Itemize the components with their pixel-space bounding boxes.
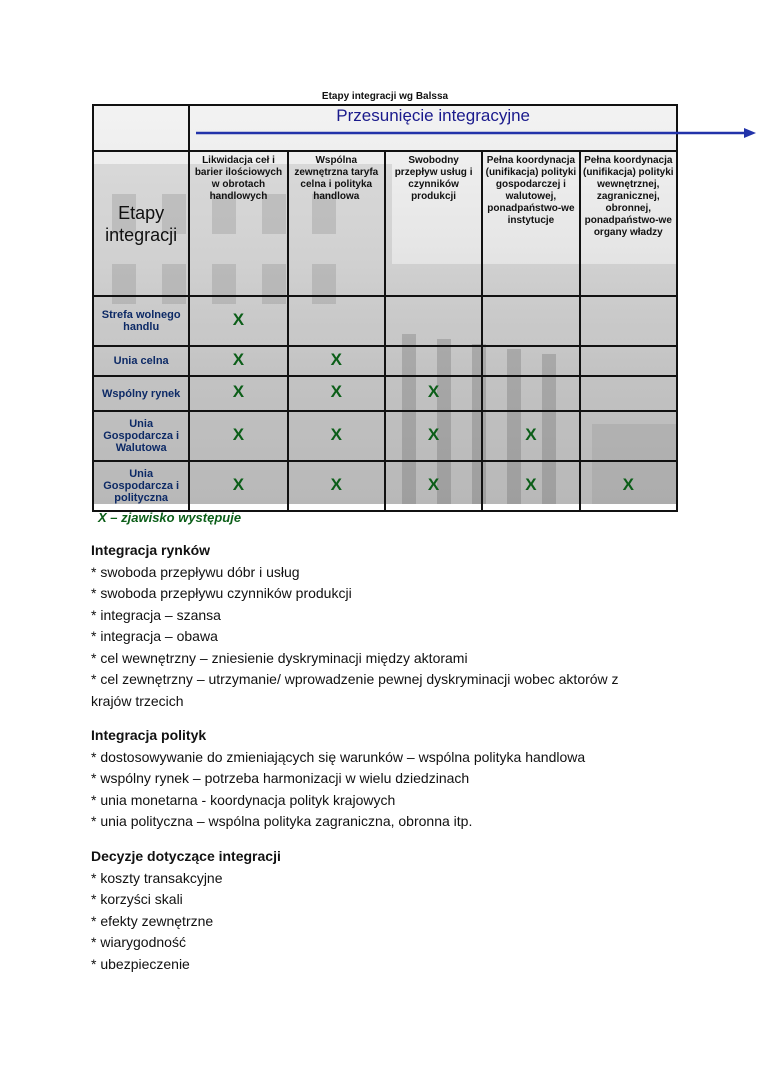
figure-title: Etapy integracji wg Balssa <box>321 91 449 102</box>
list-item: * ubezpieczenie <box>91 955 190 972</box>
mark: X <box>232 309 245 329</box>
table-legend: X – zjawisko występuje <box>98 510 242 525</box>
stages-corner-label: Etapy integracji <box>93 151 189 296</box>
section-market-integration <box>91 540 651 712</box>
mark-cell <box>189 376 287 411</box>
mark-cell <box>189 411 287 461</box>
list-item: * korzyści skali <box>91 891 183 907</box>
mark-cell <box>288 346 385 376</box>
mark-cell <box>482 346 579 376</box>
mark-cell <box>580 346 677 376</box>
list-item: * unia monetarna - koordynacja polityk krajowych <box>91 791 396 808</box>
list-item: * swoboda przepływu czynników produkcji <box>91 585 352 601</box>
section-heading: Decyzje dotyczące integracji <box>91 848 281 864</box>
list-item: * cel zewnętrzny – utrzymanie/ wprowadzenie pewnej dyskryminacji wobec aktorów z krajów trzecich <box>91 671 619 709</box>
mark-cell <box>189 296 287 346</box>
column-header: Pełna koordynacja (unifikacja) polityki wewnętrznej, zagranicznej, obronnej, ponadpaństwo-we organy władzy <box>580 151 677 296</box>
mark-cell <box>482 461 579 511</box>
mark-cell <box>288 461 385 511</box>
mark-cell <box>385 346 482 376</box>
mark: X <box>232 382 245 401</box>
section-heading: Integracja rynków <box>91 542 211 558</box>
mark: X <box>330 424 342 444</box>
row-label: Unia Gospodarcza i polityczna <box>93 461 189 511</box>
list-item: * swoboda przepływu dóbr i usług <box>91 563 300 580</box>
mark: X <box>427 474 440 494</box>
column-header: Likwidacja ceł i barier ilościowych w obrotach handlowych <box>189 151 287 296</box>
list-item: * efekty zewnętrzne <box>91 912 214 929</box>
list-item: * integracja – obawa <box>91 628 218 644</box>
mark: X <box>622 474 634 494</box>
mark-cell <box>580 411 677 461</box>
list-item: * integracja – szansa <box>91 606 221 623</box>
column-header: Wspólna zewnętrzna taryfa celna i polityka handlowa <box>288 151 385 296</box>
column-header: Swobodny przepływ usług i czynników produkcji <box>385 151 482 296</box>
mark-cell <box>580 296 677 346</box>
column-header: Pełna koordynacja (unifikacja) polityki gospodarczej i walutowej, ponadpaństwo-we instytucje <box>482 151 579 296</box>
mark-cell <box>482 296 579 346</box>
table-row <box>93 461 677 511</box>
mark: X <box>330 349 342 369</box>
integration-stages-table <box>92 104 678 512</box>
mark: X <box>232 474 245 494</box>
mark: X <box>232 349 245 369</box>
mark: X <box>427 382 440 401</box>
mark-cell <box>288 411 385 461</box>
mark-cell <box>385 296 482 346</box>
list-item: * cel wewnętrzny – zniesienie dyskryminacji między aktorami <box>91 649 468 666</box>
integration-stages-figure <box>92 90 678 528</box>
mark: X <box>427 424 440 444</box>
mark-cell <box>189 346 287 376</box>
table-row <box>93 376 677 411</box>
list-item: * dostosowywanie do zmieniających się warunków – wspólna polityka handlowa <box>91 748 586 765</box>
mark: X <box>330 382 342 401</box>
list-item: * wspólny rynek – potrzeba harmonizacji w wielu dziedzinach <box>91 770 470 786</box>
mark-cell <box>385 461 482 511</box>
row-label: Wspólny rynek <box>93 376 189 411</box>
mark-cell <box>288 296 385 346</box>
section-integration-decisions <box>91 846 651 975</box>
row-label: Unia celna <box>93 346 189 376</box>
table-row <box>93 296 677 346</box>
mark: X <box>525 424 537 444</box>
row-label: Unia Gospodarcza i Walutowa <box>93 411 189 461</box>
list-item: * unia polityczna – wspólna polityka zagraniczna, obronna itp. <box>91 813 473 829</box>
table-row <box>93 346 677 376</box>
integration-shift-label: Przesunięcie integracyjne <box>336 106 531 125</box>
mark-cell <box>288 376 385 411</box>
mark: X <box>330 474 342 494</box>
right-arrow-icon <box>196 128 756 138</box>
mark: X <box>525 474 537 494</box>
mark-cell <box>482 376 579 411</box>
list-item: * wiarygodność <box>91 934 186 950</box>
mark: X <box>232 424 245 444</box>
section-heading: Integracja polityk <box>91 727 207 743</box>
section-policy-integration <box>91 725 651 833</box>
mark-cell <box>580 376 677 411</box>
mark-cell <box>189 461 287 511</box>
empty-corner-cell <box>93 105 189 151</box>
mark-cell <box>580 461 677 511</box>
integration-shift-header <box>189 105 677 151</box>
row-label: Strefa wolnego handlu <box>93 296 189 346</box>
mark-cell <box>385 376 482 411</box>
mark-cell <box>482 411 579 461</box>
list-item: * koszty transakcyjne <box>91 869 223 886</box>
mark-cell <box>385 411 482 461</box>
table-row <box>93 411 677 461</box>
